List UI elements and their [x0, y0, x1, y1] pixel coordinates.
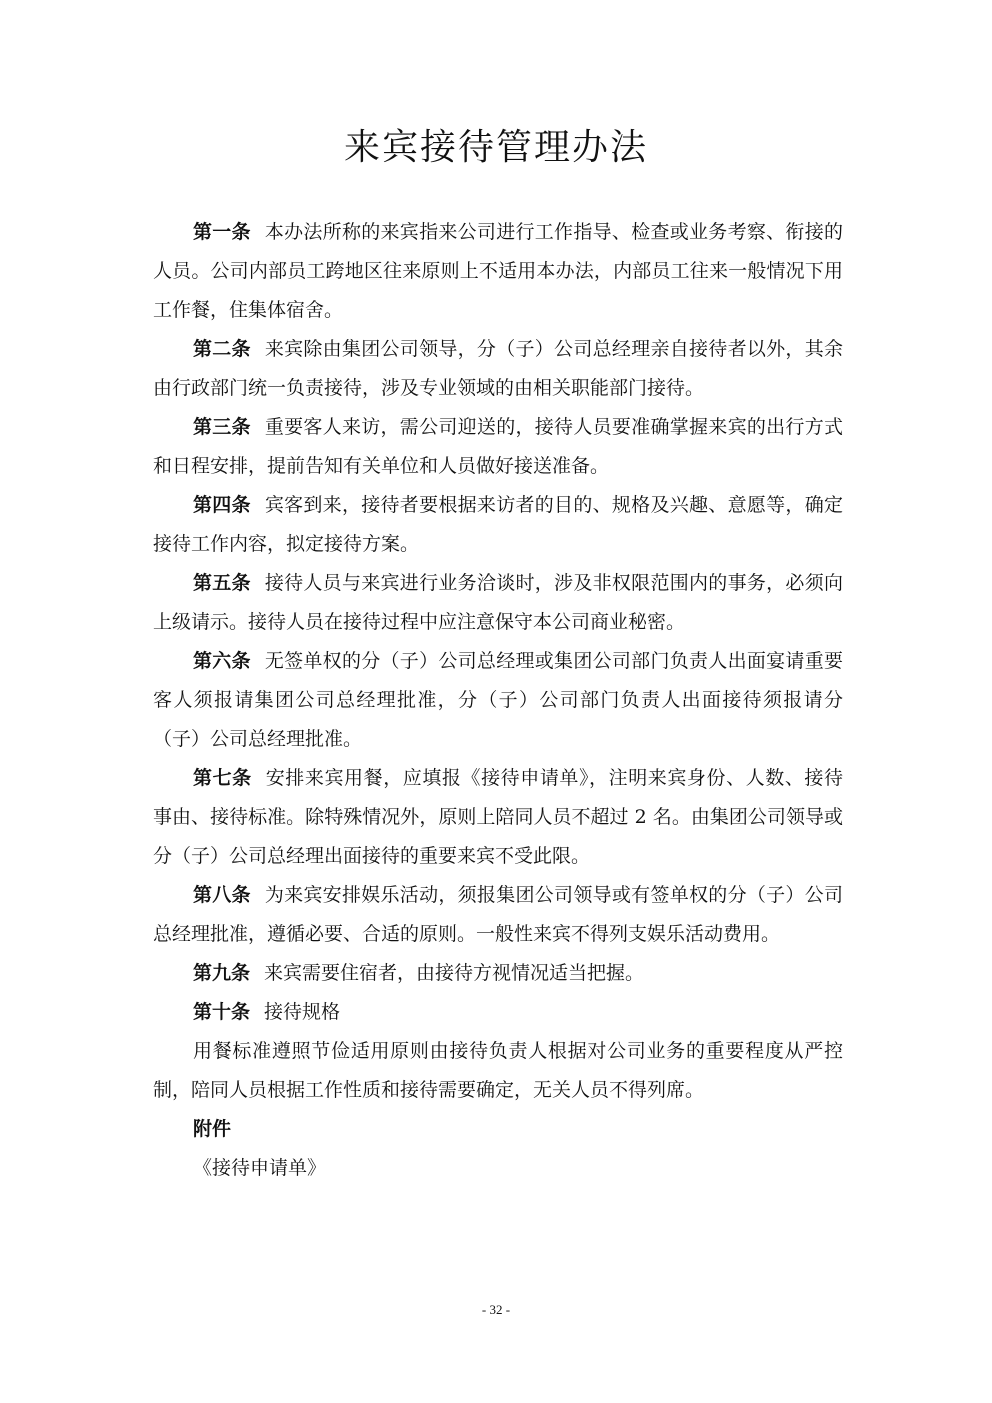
article-label: 第三条	[193, 416, 251, 438]
article-label: 第九条	[193, 962, 251, 984]
document-body	[153, 213, 843, 1188]
article-text: 重要客人来访，需公司迎送的，接待人员要准确掌握来宾的出行方式和日程安排，提前告知有关单位和人员做好接送准备。	[153, 416, 843, 477]
article-10	[153, 993, 843, 1032]
attachment-label: 附件	[193, 1118, 232, 1140]
attachment-item: 《接待申请单》	[193, 1157, 327, 1179]
article-label: 第八条	[193, 884, 251, 906]
article-label: 第四条	[193, 494, 251, 516]
article-6	[153, 642, 843, 759]
article-1	[153, 213, 843, 330]
article-text: 本办法所称的来宾指来公司进行工作指导、检查或业务考察、衔接的人员。公司内部员工跨地区往来原则上不适用本办法，内部员工往来一般情况下用工作餐，住集体宿舍。	[153, 221, 843, 321]
article-label: 第一条	[193, 221, 251, 243]
article-label: 第六条	[193, 650, 251, 672]
article-text: 宾客到来，接待者要根据来访者的目的、规格及兴趣、意愿等，确定接待工作内容，拟定接待方案。	[153, 494, 843, 555]
article-label: 第七条	[193, 767, 252, 789]
article-text: 接待人员与来宾进行业务洽谈时，涉及非权限范围内的事务，必须向上级请示。接待人员在接待过程中应注意保守本公司商业秘密。	[153, 572, 843, 633]
article-5	[153, 564, 843, 642]
article-text: 无签单权的分（子）公司总经理或集团公司部门负责人出面宴请重要客人须报请集团公司总经理批准，分（子）公司部门负责人出面接待须报请分（子）公司总经理批准。	[153, 650, 843, 750]
article-text: 为来宾安排娱乐活动，须报集团公司领导或有签单权的分（子）公司总经理批准，遵循必要、合适的原则。一般性来宾不得列支娱乐活动费用。	[153, 884, 843, 945]
attachment-heading	[153, 1110, 843, 1149]
article-9	[153, 954, 843, 993]
article-text: 安排来宾用餐，应填报《接待申请单》，注明来宾身份、人数、接待事由、接待标准。除特殊情况外，原则上陪同人员不超过 2 名。由集团公司领导或分（子）公司总经理出面接待的重要来宾不受此限。	[153, 767, 843, 867]
article-4	[153, 486, 843, 564]
article-3	[153, 408, 843, 486]
article-text: 接待规格	[264, 1001, 341, 1023]
article-label: 第十条	[193, 1001, 251, 1023]
article-text: 来宾除由集团公司领导，分（子）公司总经理亲自接待者以外，其余由行政部门统一负责接待，涉及专业领域的由相关职能部门接待。	[153, 338, 843, 399]
article-label: 第五条	[193, 572, 251, 594]
page-title: 来宾接待管理办法	[343, 127, 648, 168]
reception-standard-paragraph: 用餐标准遵照节俭适用原则由接待负责人根据对公司业务的重要程度从严控制，陪同人员根据工作性质和接待需要确定，无关人员不得列席。	[153, 1040, 843, 1101]
article-label: 第二条	[193, 338, 251, 360]
article-7	[153, 759, 843, 876]
page-number: - 32 -	[481, 1302, 511, 1317]
article-text: 来宾需要住宿者，由接待方视情况适当把握。	[264, 962, 645, 984]
article-2	[153, 330, 843, 408]
article-8	[153, 876, 843, 954]
